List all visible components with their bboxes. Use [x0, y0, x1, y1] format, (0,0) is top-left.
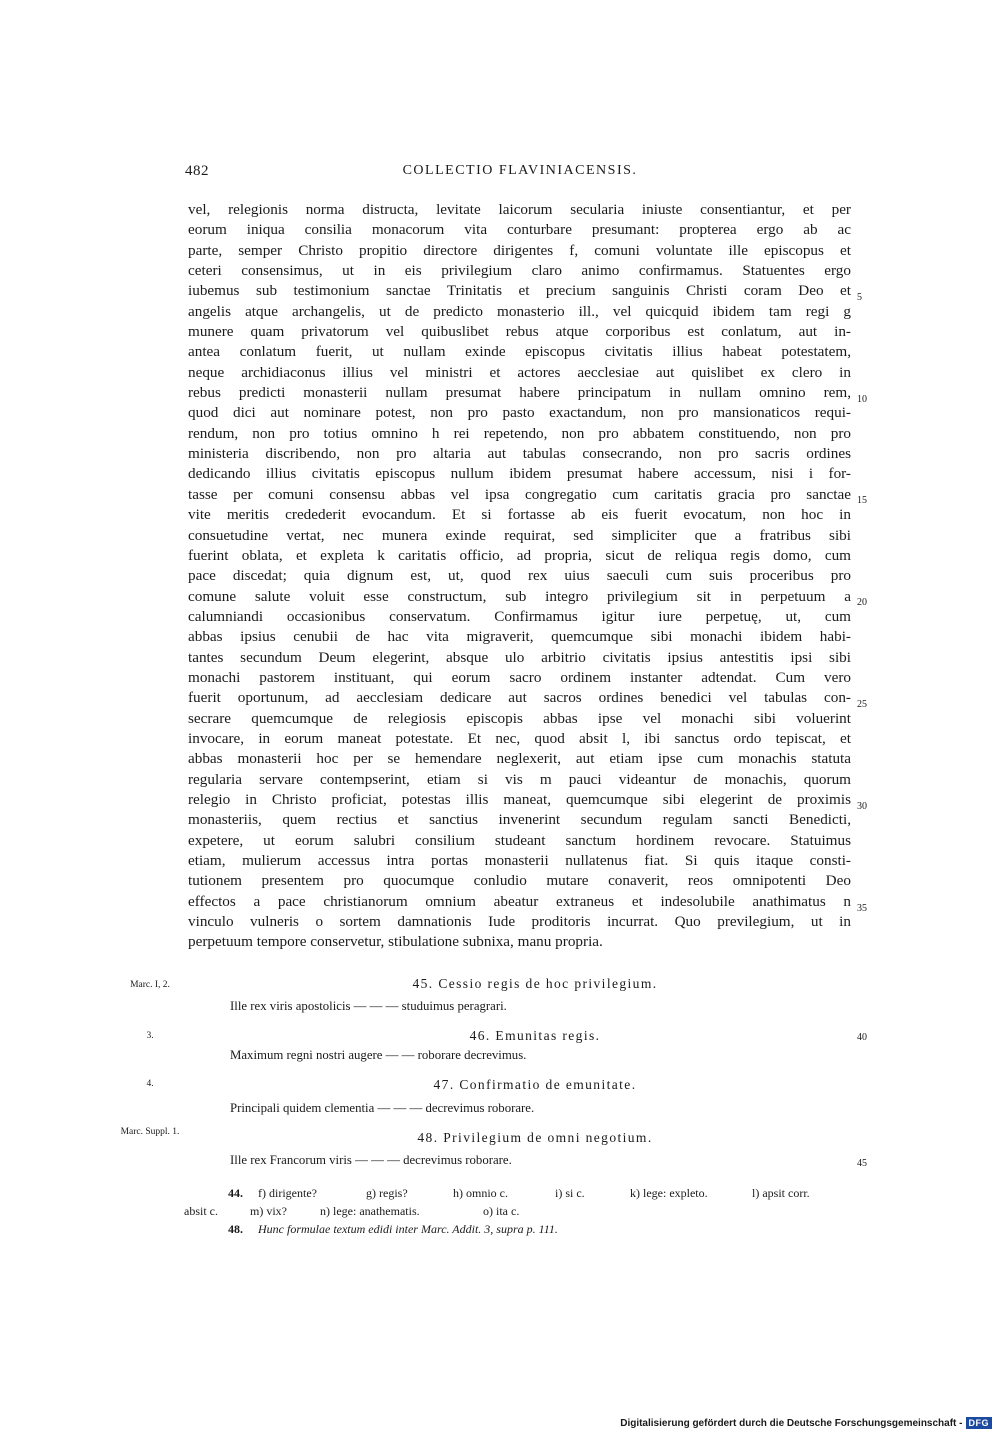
running-title: COLLECTIO FLAVINIACENSIS.	[402, 163, 638, 178]
margin-reference: 4.	[146, 1079, 154, 1089]
margin-reference: Marc. Suppl. 1.	[120, 1127, 180, 1137]
text-line: munere quam privatorum vel quibuslibet rebus atque corporibus est conlatum, aut in-	[188, 323, 851, 341]
footnote-number: 48.	[228, 1222, 243, 1236]
margin-reference: Marc. I, 2.	[130, 980, 170, 990]
footnote: o) ita c.	[483, 1204, 520, 1218]
line-number: 5	[857, 292, 862, 303]
footnote: k) lege: expleto.	[630, 1186, 708, 1200]
funding-note: Digitalisierung gefördert durch die Deutsche Forschungsgemeinschaft -	[620, 1417, 963, 1429]
dfg-logo: DFG	[966, 1417, 993, 1429]
footnote: Hunc formulae textum edidi inter Marc. Addit. 3, supra p. 111.	[258, 1222, 558, 1236]
text-line: neque archidiaconus illius vel ministri et actores aecclesiae aut quislibet ex clero in	[188, 363, 851, 381]
text-line: dedicando illius civitatis episcopus nullum ibidem presumat habere accessum, nisi i for-	[188, 465, 851, 483]
formula-text: Ille rex viris apostolicis — — — studuimus peragrari.	[230, 999, 507, 1013]
text-line: tutionem presentem pro quocumque conludio mutare conaverit, reos omnipotenti Deo	[188, 872, 851, 890]
formula-text: Principali quidem clementia — — — decrevimus roborare.	[230, 1101, 535, 1115]
formula-title: 46. Emunitas regis.	[469, 1028, 601, 1043]
line-number: 40	[857, 1032, 867, 1043]
text-line: rendum, non pro totius omnino h rei repetendo, non pro abbatem constituendo, non pro	[188, 424, 851, 442]
text-line: vel, relegionis norma distructa, levitate laicorum secularia iniuste consentiantur, et per	[188, 201, 851, 218]
footnote: g) regis?	[366, 1186, 408, 1200]
text-line: monachi pastorem instituant, qui eorum sacro ordinem instanter adtendat. Cum vero	[188, 668, 851, 686]
text-line: ministeria discribendo, non pro altaria aut tabulas consecrando, non pro sacris ordines	[188, 445, 851, 463]
text-line: vinculo vulneris o sortem damnationis Iude proditoris incurrat. Quo previlegium, ut in	[188, 913, 851, 931]
text-line: fuerint oblata, et expleta k caritatis officio, ad propria, sicut de reliqua regis domo, cum	[188, 546, 851, 564]
footnote: absit c.	[184, 1204, 218, 1218]
margin-reference: 3.	[146, 1031, 154, 1041]
page-number: 482	[185, 163, 209, 179]
footnote: n) lege: anathematis.	[320, 1204, 420, 1218]
text-line: invocare, in eorum maneat potestate. Et nec, quod absit l, ibi sanctus ordo tepiscat, et	[188, 729, 851, 747]
digitization-footer	[620, 1417, 992, 1429]
line-number: 45	[857, 1158, 867, 1169]
text-line: fuerit oportunum, ad aecclesiam dedicare aut sacros ordines benedici vel tabulas con-	[188, 689, 851, 707]
text-line: tantes secundum Deum elegerint, absque ulo arbitrio civitatis ipsius antestitis ipsi sibi	[188, 648, 851, 666]
line-number: 25	[857, 699, 867, 710]
footnote-number: 44.	[228, 1186, 243, 1200]
text-line: comune salute voluit esse constructum, sub integro privilegium sit in perpetuum a	[188, 587, 851, 605]
text-line: pace discedat; quia dignum est, ut, quod rex uius saeculi cum suis proceribus pro	[188, 567, 851, 585]
footnote: l) apsit corr.	[752, 1186, 810, 1200]
page-header	[185, 163, 855, 185]
text-line: effectos a pace christianorum omnium abeatur extraneus et indesolubile anathimatus n	[188, 892, 851, 910]
text-line: regularia servare contempserint, etiam si vis m pauci videantur de monachis, quorum	[188, 770, 851, 788]
formula-title: 45. Cessio regis de hoc privilegium.	[412, 976, 658, 991]
main-text-block	[188, 200, 851, 953]
text-line: antea conlatum fuerit, ut nullam exinde episcopus civitatis illius habeat potestatem,	[188, 343, 851, 361]
line-number: 35	[857, 903, 867, 914]
line-number: 20	[857, 597, 867, 608]
text-line: angelis atque archangelis, ut de predicto monasterio ill., vel quicquid ibidem tam regi g	[188, 302, 851, 320]
footnote: m) vix?	[250, 1204, 287, 1218]
text-line: secrare quemcumque de relegiosis episcopis abbas ipse vel monachi sibi voluerint	[188, 709, 851, 727]
text-line: ceteri consensimus, ut in eis privilegium claro animo confirmamus. Statuentes ergo	[188, 262, 851, 280]
formula-text: Ille rex Francorum viris — — — decrevimus roborare.	[230, 1153, 512, 1167]
line-number: 15	[857, 495, 867, 506]
formula-title: 47. Confirmatio de emunitate.	[433, 1077, 637, 1092]
text-line: vite meritis credederit evocandum. Et si fortasse ab eis fuerit evocatum, non hoc in	[188, 506, 851, 524]
text-line: quod dici aut nominare potest, non pro pasto exactandum, non pro mansionaticos requi-	[188, 404, 851, 422]
line-number: 30	[857, 801, 867, 812]
text-line: relegio in Christo proficiat, potestas illis maneat, quemcumque sibi elegerint de proximis	[188, 790, 851, 808]
formula-text: Maximum regni nostri augere — — roborare decrevimus.	[230, 1048, 527, 1062]
text-line: iubemus sub testimonium sanctae Trinitatis et precium sanguinis Christi coram Deo et	[188, 282, 851, 300]
footnote: i) si c.	[555, 1186, 585, 1200]
text-line: tasse per comuni consensu abbas vel ipsa congregatio cum caritatis gracia pro sanctae	[188, 485, 851, 503]
footnote: h) omnio c.	[453, 1186, 508, 1200]
text-line: calumniandi occasionibus conservatum. Confirmamus igitur iure perpetuę, ut, cum	[188, 607, 851, 625]
text-line: perpetuum tempore conservetur, stibulatione subnixa, manu propria.	[188, 933, 603, 951]
text-line: consuetudine vertat, nec munera exinde requirat, sed simpliciter que a fratribus sibi	[188, 526, 851, 544]
text-line: etiam, mulierum accessus intra portas monasterii nullatenus fiat. Si quis itaque consti-	[188, 852, 851, 869]
text-line: abbas ipsius cenubii de hac vita migraverit, quemcumque sibi monachi ibidem habi-	[188, 628, 851, 646]
text-line: eorum iniqua consilia monacorum vita conturbare presumant: propterea ergo ab ac	[188, 221, 851, 239]
text-line: monasteriis, quem rectius et sanctius invenerint secundum regulam sancti Benedicti,	[188, 811, 851, 829]
text-line: parte, semper Christo propitio directore dirigentes f, comuni voluntate ille episcopus et	[188, 241, 851, 259]
footnote: f) dirigente?	[258, 1186, 317, 1200]
text-line: rebus predicti monasterii nullam presumat habere principatum in nullam omnino rem,	[188, 384, 851, 402]
formula-title: 48. Privilegium de omni negotium.	[417, 1130, 653, 1145]
text-line: expetere, ut eorum salubri consilium studeant sanctum hordinem revocare. Statuimus	[188, 831, 851, 849]
line-number: 10	[857, 394, 867, 405]
text-line: abbas monasterii hoc per se hemendare neglexerit, aut etiam ipse cum monachis statuta	[188, 750, 851, 768]
